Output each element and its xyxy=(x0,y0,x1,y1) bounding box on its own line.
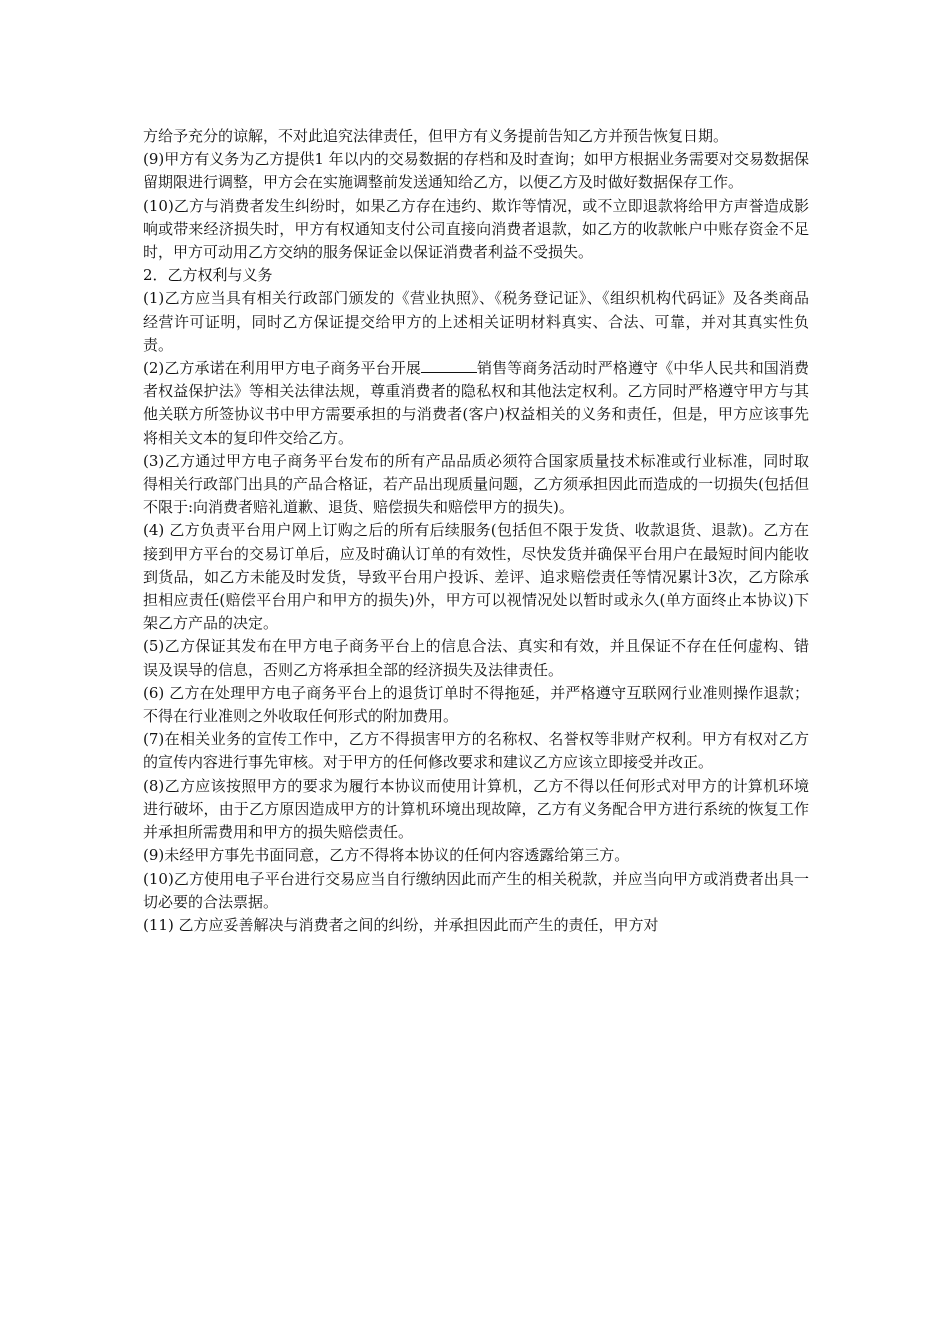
paragraph-party-b-7: (7)在相关业务的宣传工作中，乙方不得损害甲方的名称权、名誉权等非财产权利。甲方有权对乙方的宣传内容进行事先审核。对于甲方的任何修改要求和建议乙方应该立即接受并改正。 xyxy=(143,730,809,772)
paragraph-continuation: 方给予充分的谅解，不对此追究法律责任，但甲方有义务提前告知乙方并预告恢复日期。 xyxy=(143,127,729,145)
paragraph-party-b-6: (6) 乙方在处理甲方电子商务平台上的退货订单时不得拖延，并严格遵守互联网行业准则操作退款；不得在行业准则之外收取任何形式的附加费用。 xyxy=(143,683,809,726)
paragraph-party-b-9: (9)未经甲方事先书面同意，乙方不得将本协议的任何内容透露给第三方。 xyxy=(143,846,630,865)
paragraph-party-a-9: (9)甲方有义务为乙方提供1 年以内的交易数据的存档和及时查询；如甲方根据业务需要对交易数据保留期限进行调整，甲方会在实施调整前发送通知给乙方，以便乙方及时做好数据保存工作。 xyxy=(143,150,809,192)
paragraph-party-b-2 xyxy=(143,357,809,450)
paragraph-party-b-10: (10)乙方使用电子平台进行交易应当自行缴纳因此而产生的相关税款，并应当向甲方或消费者出具一切必要的合法票据。 xyxy=(143,869,809,911)
paragraph-party-b-3: (3)乙方通过甲方电子商务平台发布的所有产品品质必须符合国家质量技术标准或行业标准，同时取得相关行政部门出具的产品合格证，若产品出现质量问题，乙方须承担因此而造成的一切损失(包括但不限于:向消费者赔礼道歉、退货、赔偿损失和赔偿甲方的损失)。 xyxy=(143,451,809,517)
paragraph-party-b-1: (1)乙方应当具有相关行政部门颁发的《营业执照》、《税务登记证》、《组织机构代码证》及各类商品经营许可证明，同时乙方保证提交给甲方的上述相关证明材料真实、合法、可靠，并对其真实性负责。 xyxy=(143,289,809,354)
paragraph-party-b-2-start: (2)乙方承诺在利用甲方电子商务平台开展 xyxy=(143,359,421,378)
paragraph-party-b-4: (4) 乙方负责平台用户网上订购之后的所有后续服务(包括但不限于发货、收款退货、退款)。乙方在接到甲方平台的交易订单后，应及时确认订单的有效性，尽快发货并确保平台用户在最短时间内能收到货品，如乙方未能及时发货，导致平台用户投诉、差评、追求赔偿责任等情况累计3次，乙方除承担相应责任(赔偿平台用户和甲方的损失)外，甲方可以视情况处以暂时或永久(单方面终止本协议)下架乙方产品的决定。 xyxy=(143,521,809,633)
paragraph-party-b-11: (11) 乙方应妥善解决与消费者之间的纠纷，并承担因此而产生的责任，甲方对 xyxy=(143,915,659,934)
paragraph-party-b-2-end: 销售等商务活动时严格遵守《中华人民共和国消费者权益保护法》等相关法律法规，尊重消费者的隐私权和其他法定权利。乙方同时严格遵守甲方与其他关联方所签协议书中甲方需要承担的与消费者(客户)权益相关的义务和责任，但是，甲方应该事先将相关文本的复印件交给乙方。 xyxy=(143,359,809,447)
paragraph-party-b-5: (5)乙方保证其发布在甲方电子商务平台上的信息合法、真实和有效，并且保证不存在任何虚构、错误及误导的信息，否则乙方将承担全部的经济损失及法律责任。 xyxy=(143,637,809,679)
fill-in-blank xyxy=(421,358,477,373)
paragraph-party-a-10: (10)乙方与消费者发生纠纷时，如果乙方存在违约、欺诈等情况，或不立即退款将给甲方声誉造成影响或带来经济损失时，甲方有权通知支付公司直接向消费者退款，如乙方的收款帐户中账存资金不足时，甲方可动用乙方交纳的服务保证金以保证消费者利益不受损失。 xyxy=(143,196,809,262)
document-page xyxy=(143,125,809,937)
paragraph-party-b-8: (8)乙方应该按照甲方的要求为履行本协议而使用计算机，乙方不得以任何形式对甲方的计算机环境进行破坏，由于乙方原因造成甲方的计算机环境出现故障，乙方有义务配合甲方进行系统的恢复工作并承担所需费用和甲方的损失赔偿责任。 xyxy=(143,776,809,842)
section-heading-party-b-rights: 2．乙方权利与义务 xyxy=(143,266,273,285)
